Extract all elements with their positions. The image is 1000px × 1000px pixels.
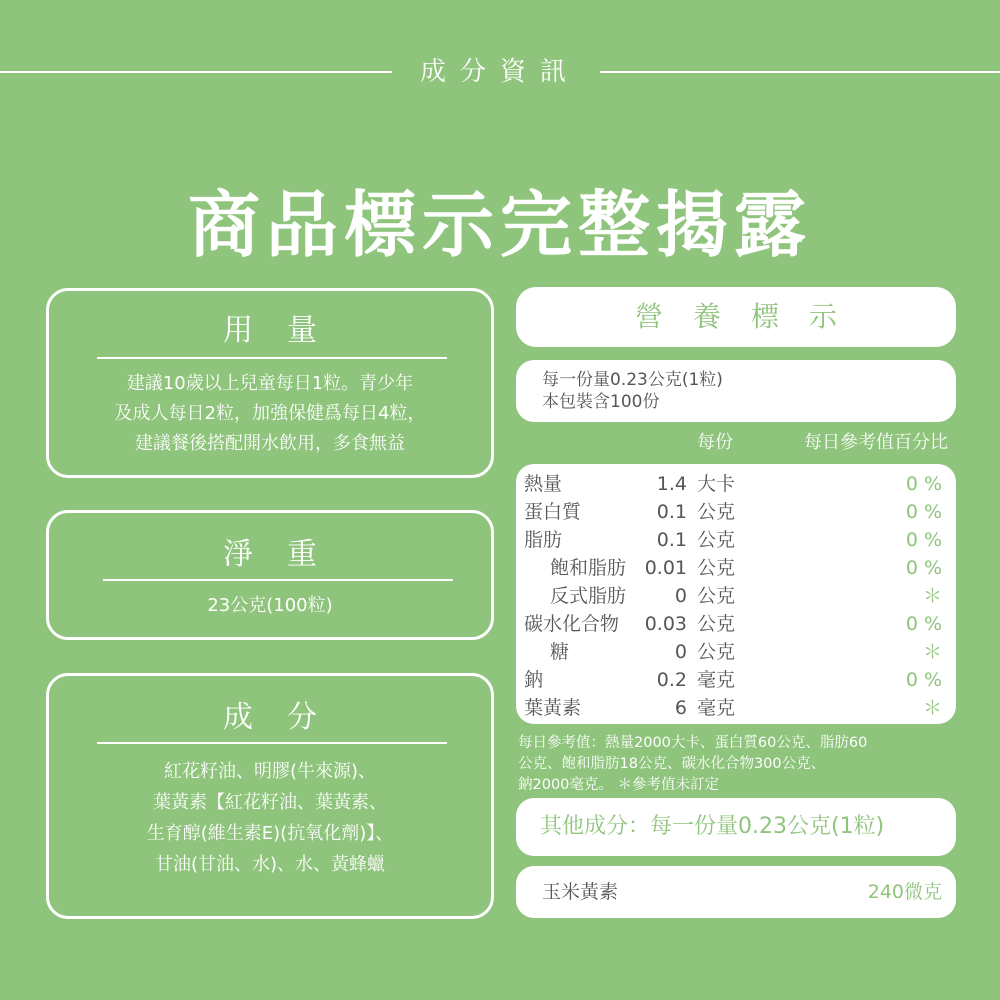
serving-size: 每一份量0.23公克(1粒) xyxy=(542,370,723,390)
nutrient-name: 糖 xyxy=(550,641,570,663)
table-row xyxy=(516,470,956,498)
nutrient-unit: 公克 xyxy=(697,529,736,551)
net-weight-box xyxy=(46,510,494,640)
dosage-text xyxy=(49,369,491,459)
header-divider-right xyxy=(600,71,1000,73)
nutrient-name: 蛋白質 xyxy=(524,501,582,523)
nutrient-daily-value: 0 % xyxy=(905,529,942,551)
dosage-line: 建議餐後搭配開水飲用，多食無益 xyxy=(135,433,405,454)
nutrient-value: 0.1 xyxy=(656,501,687,523)
other-ingredient-row xyxy=(516,866,956,918)
table-row xyxy=(516,638,956,666)
nutrient-value: 0 xyxy=(674,641,687,663)
other-ingredients-title: 其他成分：每一份量0.23公克(1粒) xyxy=(516,798,956,856)
ingredients-title: 成分 xyxy=(223,700,351,735)
ingredients-box xyxy=(46,673,494,919)
nutrient-daily-value: 0 % xyxy=(905,501,942,523)
table-row xyxy=(516,554,956,582)
nutrient-daily-value: ＊ xyxy=(922,697,942,719)
net-weight-title: 淨重 xyxy=(223,537,351,572)
nutrient-daily-value: ＊ xyxy=(922,641,942,663)
nutrient-value: 0.03 xyxy=(644,613,687,635)
nutrient-value: 1.4 xyxy=(656,473,687,495)
nutrition-table xyxy=(516,464,956,724)
nutrient-unit: 公克 xyxy=(697,557,736,579)
ingredients-divider xyxy=(97,742,447,744)
table-row xyxy=(516,666,956,694)
nutrient-daily-value: 0 % xyxy=(905,557,942,579)
servings-per-package: 本包裝含100份 xyxy=(542,392,660,412)
other-ingredient-value: 240微克 xyxy=(867,881,942,903)
page-title: 商品標示完整揭露 xyxy=(187,183,812,267)
dosage-line: 建議10歲以上兒童每日1粒。青少年 xyxy=(126,373,414,394)
header-divider-left xyxy=(0,71,392,73)
dosage-line: 及成人每日2粒，加強保健爲每日4粒， xyxy=(114,403,426,424)
nutrient-name: 葉黃素 xyxy=(524,697,582,719)
table-row xyxy=(516,498,956,526)
ingredients-text xyxy=(49,756,491,880)
other-ingredient-name: 玉米黃素 xyxy=(542,881,619,903)
nutrient-daily-value: 0 % xyxy=(905,473,942,495)
nutrient-name: 脂肪 xyxy=(524,529,563,551)
footnote-line: 每日參考值：熱量2000大卡、蛋白質60公克、脂肪60 xyxy=(518,735,868,751)
nutrient-value: 6 xyxy=(674,697,687,719)
daily-value-footnote xyxy=(518,733,958,796)
ingredients-line: 葉黃素【紅花籽油、葉黃素、 xyxy=(153,792,387,813)
table-row xyxy=(516,694,956,722)
table-row xyxy=(516,610,956,638)
nutrient-unit: 毫克 xyxy=(697,669,736,691)
nutrient-name: 熱量 xyxy=(524,473,563,495)
column-daily-value: 每日參考值百分比 xyxy=(804,432,948,453)
serving-info-box xyxy=(516,360,956,422)
nutrient-unit: 大卡 xyxy=(697,473,736,495)
net-weight-divider xyxy=(103,579,453,581)
column-per-serving: 每份 xyxy=(697,432,733,453)
nutrient-name: 飽和脂肪 xyxy=(550,557,627,579)
footnote-line: 公克、飽和脂肪18公克、碳水化合物300公克、 xyxy=(518,756,826,772)
table-row xyxy=(516,582,956,610)
nutrient-value: 0 xyxy=(674,585,687,607)
dosage-title: 用量 xyxy=(223,313,351,348)
table-row xyxy=(516,526,956,554)
nutrient-value: 0.01 xyxy=(644,557,687,579)
nutrient-name: 反式脂肪 xyxy=(550,585,627,607)
nutrient-unit: 毫克 xyxy=(697,697,736,719)
nutrient-name: 鈉 xyxy=(524,669,544,691)
ingredients-line: 生育醇(維生素E)(抗氧化劑)】、 xyxy=(146,823,394,844)
dosage-divider xyxy=(97,357,447,359)
nutrient-daily-value: 0 % xyxy=(905,613,942,635)
ingredients-line: 紅花籽油、明膠(牛來源)、 xyxy=(163,761,377,782)
dosage-box xyxy=(46,288,494,478)
nutrient-daily-value: 0 % xyxy=(905,669,942,691)
nutrient-name: 碳水化合物 xyxy=(524,613,620,635)
nutrition-title: 營養標示 xyxy=(516,287,956,347)
nutrient-unit: 公克 xyxy=(697,641,736,663)
section-title: 成分資訊 xyxy=(419,57,580,87)
net-weight-value: 23公克(100粒) xyxy=(207,595,333,616)
nutrient-unit: 公克 xyxy=(697,501,736,523)
nutrient-unit: 公克 xyxy=(697,585,736,607)
nutrient-unit: 公克 xyxy=(697,613,736,635)
nutrient-value: 0.1 xyxy=(656,529,687,551)
nutrient-value: 0.2 xyxy=(656,669,687,691)
ingredients-line: 甘油(甘油、水)、水、黃蜂蠟 xyxy=(154,854,386,875)
nutrient-daily-value: ＊ xyxy=(922,585,942,607)
footnote-line: 鈉2000毫克。 ＊參考值未訂定 xyxy=(518,777,720,793)
